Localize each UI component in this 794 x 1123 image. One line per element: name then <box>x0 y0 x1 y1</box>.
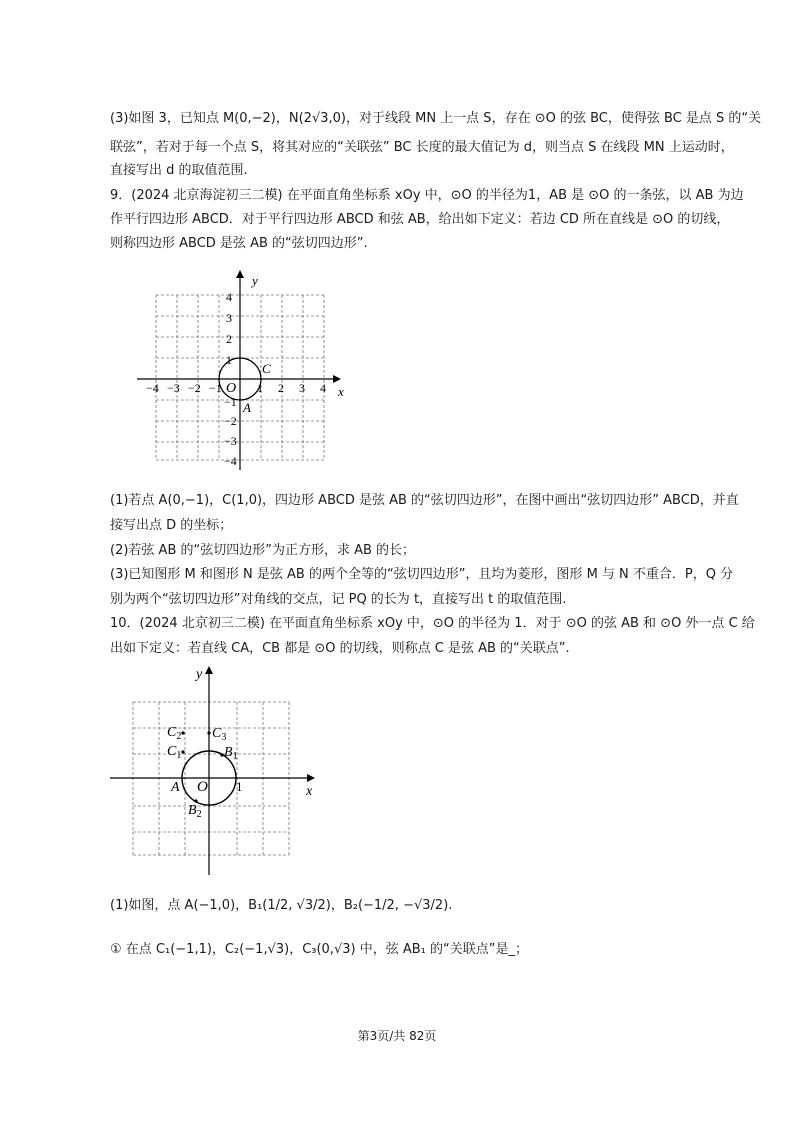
q8-line-3: 直接写出 d 的取值范围. <box>110 163 248 178</box>
page-footer: 第3页/共 82页 <box>357 1029 437 1043</box>
q9-x-tick: −4 <box>146 381 159 395</box>
q10-point-c2-label: $C_2$ <box>167 725 182 742</box>
q10-x-axis-label: x <box>306 784 313 799</box>
q10-point-b2-label: $B_2$ <box>188 803 202 820</box>
q8-line-1: (3)如图 3，已知点 M(0,−2)，N(2√3,0)，对于线段 MN 上一点 S，存在 ⊙O 的弦 BC，使得弦 BC 是点 S 的“关 <box>110 111 762 126</box>
q10-point-c3-label: $C_3$ <box>212 726 227 743</box>
q10-coordinate-grid-figure <box>108 660 328 880</box>
q9-y-tick: −4 <box>224 454 237 468</box>
q9-y-axis-label: y <box>252 273 258 288</box>
q9-point-a-label: A <box>243 400 251 415</box>
q9-y-tick: −1 <box>224 395 237 409</box>
q10-point-b1-label: $B_1$ <box>224 745 238 762</box>
q9-y-tick: −2 <box>224 414 237 428</box>
q9-part-2: (2)若弦 AB 的“弦切四边形”为正方形，求 AB 的长； <box>110 543 416 558</box>
q9-x-tick: −3 <box>167 381 180 395</box>
q9-x-tick: 4 <box>320 381 326 395</box>
q10-line-1: 10．(2024 北京初三二模) 在平面直角坐标系 xOy 中，⊙O 的半径为 1．对于 ⊙O 的弦 AB 和 ⊙O 外一点 C 给 <box>110 616 755 631</box>
q10-point-c1-label: $C_1$ <box>167 744 182 761</box>
q10-y-axis-label: y <box>196 667 203 682</box>
q9-origin-label: O <box>226 381 237 396</box>
q9-x-tick: 3 <box>299 381 305 395</box>
q9-x-tick: −2 <box>188 381 201 395</box>
q9-line-1: 9．(2024 北京海淀初三二模) 在平面直角坐标系 xOy 中，⊙O 的半径为1，AB 是 ⊙O 的一条弦，以 AB 为边 <box>110 188 744 203</box>
q10-part-1: (1)如图，点 A(−1,0)，B₁(1/2, √3/2)，B₂(−1/2, −√3/2). <box>110 898 453 913</box>
q9-part-3-line-1: (3)已知图形 M 和图形 N 是弦 AB 的两个全等的“弦切四边形”，且均为菱形，图形 M 与 N 不重合．P，Q 分 <box>110 567 734 582</box>
q9-y-tick: 3 <box>226 311 232 325</box>
q9-coordinate-grid-figure <box>135 265 355 475</box>
q10-tick-1: 1 <box>236 779 243 794</box>
q10-origin-label: O <box>197 779 208 795</box>
q9-x-tick: −1 <box>209 381 222 395</box>
q9-part-3-line-2: 别为两个“弦切四边形”对角线的交点，记 PQ 的长为 t，直接写出 t 的取值范围. <box>110 592 567 607</box>
q9-y-tick: 4 <box>226 290 232 304</box>
q9-y-tick: 2 <box>226 332 232 346</box>
q9-line-3: 则称四边形 ABCD 是弦 AB 的“弦切四边形”. <box>110 236 368 251</box>
q10-part-1-item-1: ① 在点 C₁(−1,1)，C₂(−1,√3)，C₃(0,√3) 中，弦 AB₁ 的“关联点”是_； <box>110 942 528 957</box>
q9-x-tick: 1 <box>257 381 263 395</box>
q9-y-tick: 1 <box>226 353 232 367</box>
q8-line-2: 联弦”，若对于每一个点 S，将其对应的“关联弦” BC 长度的最大值记为 d，则当点 S 在线段 MN 上运动时， <box>110 140 734 155</box>
q9-point-c-label: C <box>262 361 271 376</box>
q9-x-tick: 2 <box>278 381 284 395</box>
q9-line-2: 作平行四边形 ABCD．对于平行四边形 ABCD 和弦 AB，给出如下定义：若边 CD 所在直线是 ⊙O 的切线， <box>110 212 730 227</box>
q9-y-tick: −3 <box>224 434 237 448</box>
q10-line-2: 出如下定义：若直线 CA，CB 都是 ⊙O 的切线，则称点 C 是弦 AB 的“关联点”. <box>110 641 570 656</box>
q9-x-axis-label: x <box>338 384 344 399</box>
q9-part-1-line-1: (1)若点 A(0,−1)，C(1,0)，四边形 ABCD 是弦 AB 的“弦切四边形”，在图中画出“弦切四边形” ABCD，并直 <box>110 493 739 508</box>
q10-point-a-label: A <box>171 780 180 795</box>
q9-part-1-line-2: 接写出点 D 的坐标； <box>110 518 233 533</box>
